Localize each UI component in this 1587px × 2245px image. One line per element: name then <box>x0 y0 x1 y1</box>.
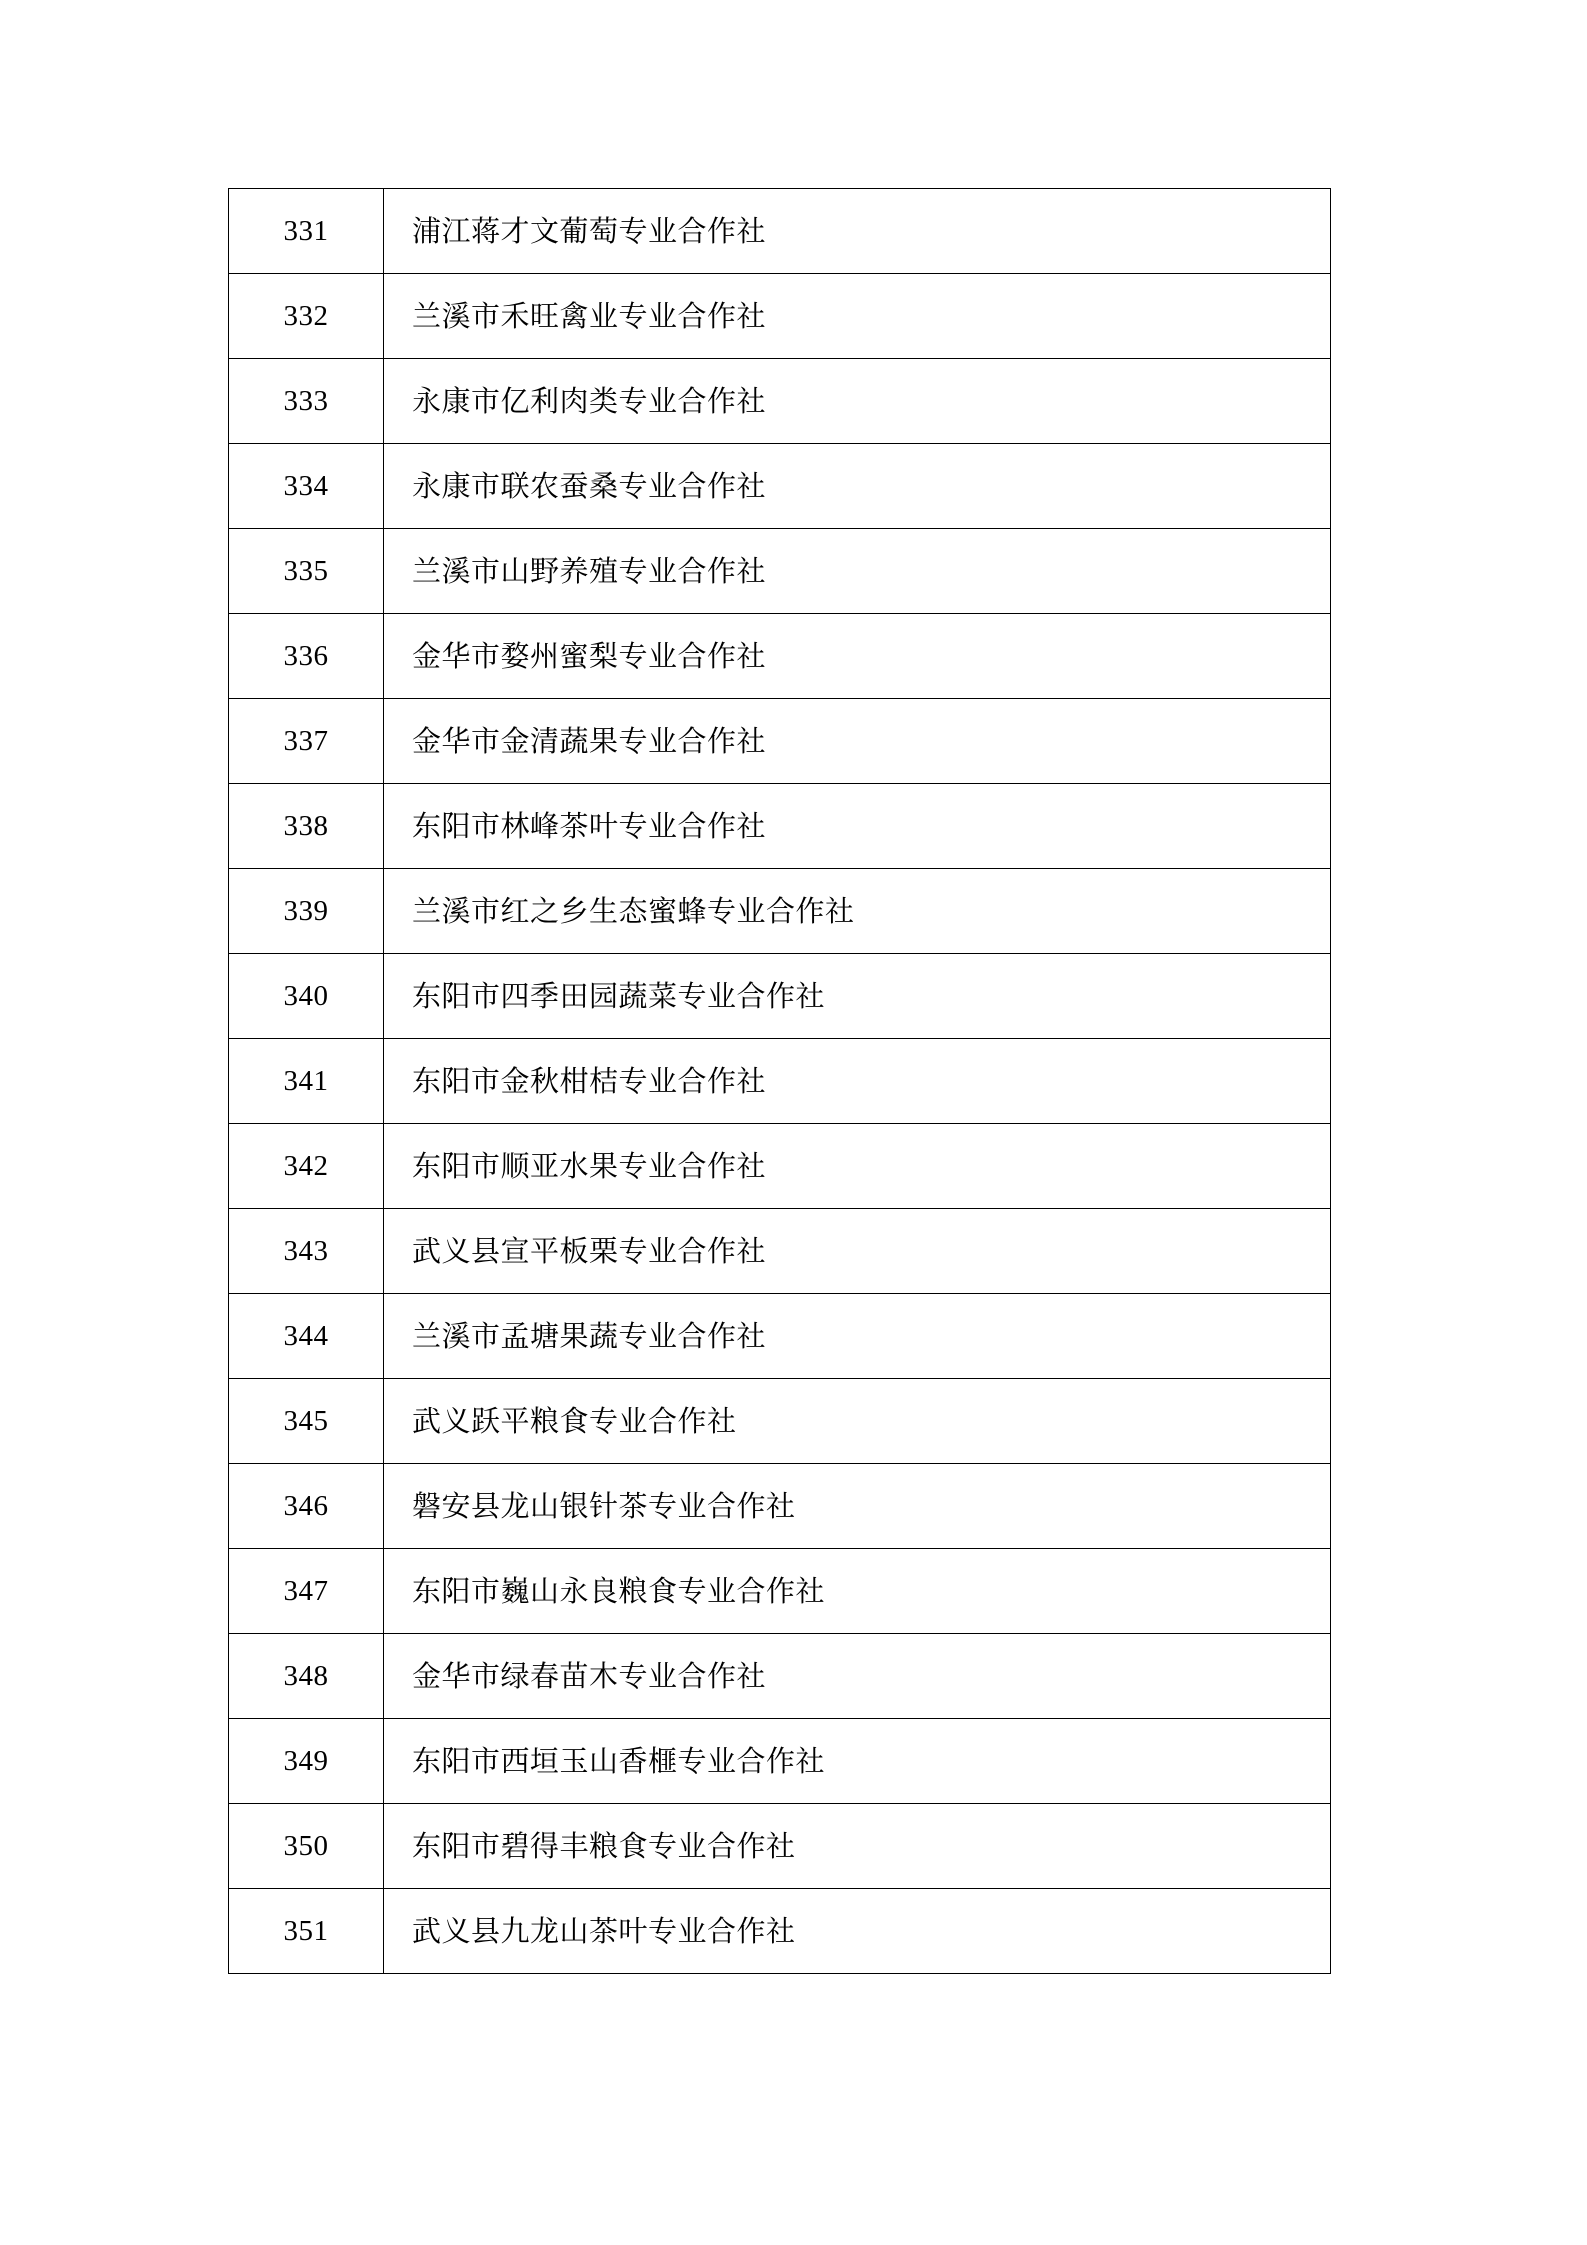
cooperative-name-cell: 浦江蒋才文葡萄专业合作社 <box>384 189 1331 274</box>
cooperative-name-cell: 武义县九龙山茶叶专业合作社 <box>384 1889 1331 1974</box>
cooperative-name-cell: 东阳市西垣玉山香榧专业合作社 <box>384 1719 1331 1804</box>
cooperative-name-cell: 金华市绿春苗木专业合作社 <box>384 1634 1331 1719</box>
cooperative-name-cell: 东阳市碧得丰粮食专业合作社 <box>384 1804 1331 1889</box>
table-row <box>229 954 1331 1039</box>
row-index-cell: 342 <box>229 1124 384 1209</box>
table-row <box>229 1379 1331 1464</box>
row-index-cell: 351 <box>229 1889 384 1974</box>
cooperative-name-cell: 东阳市顺亚水果专业合作社 <box>384 1124 1331 1209</box>
table-row <box>229 1634 1331 1719</box>
table-body <box>229 189 1331 1974</box>
table-row <box>229 1294 1331 1379</box>
cooperative-name-cell: 金华市金清蔬果专业合作社 <box>384 699 1331 784</box>
row-index-cell: 331 <box>229 189 384 274</box>
row-index-cell: 348 <box>229 1634 384 1719</box>
cooperative-name-cell: 兰溪市红之乡生态蜜蜂专业合作社 <box>384 869 1331 954</box>
table-row <box>229 1719 1331 1804</box>
row-index-cell: 333 <box>229 359 384 444</box>
table-row <box>229 614 1331 699</box>
cooperative-name-cell: 东阳市四季田园蔬菜专业合作社 <box>384 954 1331 1039</box>
table-row <box>229 1124 1331 1209</box>
row-index-cell: 344 <box>229 1294 384 1379</box>
row-index-cell: 343 <box>229 1209 384 1294</box>
row-index-cell: 345 <box>229 1379 384 1464</box>
cooperative-list-table-wrapper <box>228 188 1330 1974</box>
cooperative-list-table <box>228 188 1331 1974</box>
table-row <box>229 1039 1331 1124</box>
row-index-cell: 350 <box>229 1804 384 1889</box>
cooperative-name-cell: 永康市联农蚕桑专业合作社 <box>384 444 1331 529</box>
table-row <box>229 1209 1331 1294</box>
table-row <box>229 274 1331 359</box>
table-row <box>229 699 1331 784</box>
row-index-cell: 347 <box>229 1549 384 1634</box>
table-row <box>229 359 1331 444</box>
cooperative-name-cell: 金华市婺州蜜梨专业合作社 <box>384 614 1331 699</box>
table-row <box>229 189 1331 274</box>
table-row <box>229 1804 1331 1889</box>
table-row <box>229 784 1331 869</box>
cooperative-name-cell: 磐安县龙山银针茶专业合作社 <box>384 1464 1331 1549</box>
cooperative-name-cell: 武义县宣平板栗专业合作社 <box>384 1209 1331 1294</box>
row-index-cell: 340 <box>229 954 384 1039</box>
row-index-cell: 336 <box>229 614 384 699</box>
row-index-cell: 335 <box>229 529 384 614</box>
table-row <box>229 529 1331 614</box>
table-row <box>229 1549 1331 1634</box>
cooperative-name-cell: 东阳市林峰茶叶专业合作社 <box>384 784 1331 869</box>
row-index-cell: 339 <box>229 869 384 954</box>
table-row <box>229 869 1331 954</box>
row-index-cell: 341 <box>229 1039 384 1124</box>
cooperative-name-cell: 兰溪市禾旺禽业专业合作社 <box>384 274 1331 359</box>
row-index-cell: 346 <box>229 1464 384 1549</box>
cooperative-name-cell: 永康市亿利肉类专业合作社 <box>384 359 1331 444</box>
cooperative-name-cell: 东阳市巍山永良粮食专业合作社 <box>384 1549 1331 1634</box>
table-row <box>229 1889 1331 1974</box>
row-index-cell: 338 <box>229 784 384 869</box>
row-index-cell: 337 <box>229 699 384 784</box>
table-row <box>229 444 1331 529</box>
cooperative-name-cell: 兰溪市孟塘果蔬专业合作社 <box>384 1294 1331 1379</box>
row-index-cell: 334 <box>229 444 384 529</box>
cooperative-name-cell: 武义跃平粮食专业合作社 <box>384 1379 1331 1464</box>
cooperative-name-cell: 兰溪市山野养殖专业合作社 <box>384 529 1331 614</box>
table-row <box>229 1464 1331 1549</box>
cooperative-name-cell: 东阳市金秋柑桔专业合作社 <box>384 1039 1331 1124</box>
row-index-cell: 349 <box>229 1719 384 1804</box>
row-index-cell: 332 <box>229 274 384 359</box>
